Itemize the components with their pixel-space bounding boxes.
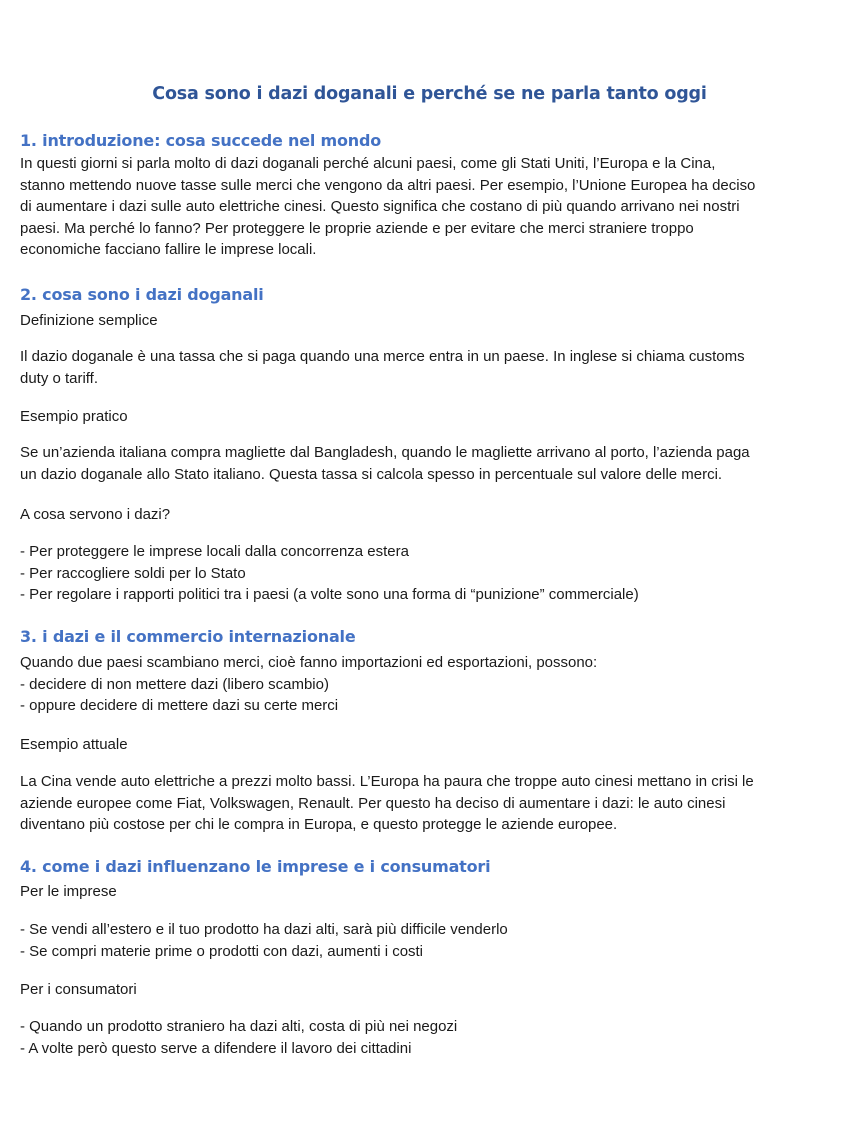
consumers-list (20, 1016, 856, 1059)
purpose-list (20, 541, 856, 606)
page-title: Cosa sono i dazi doganali e perché se ne parla tanto oggi (152, 84, 707, 104)
paragraph-line: paesi. Ma perché lo fanno? Per proteggere le proprie aziende e per evitare che merci straniere troppo (20, 219, 694, 237)
example-subheading: Esempio pratico (20, 408, 128, 425)
companies-list (20, 919, 856, 962)
paragraph-line: di aumentare i dazi sulle auto elettriche cinesi. Questo significa che costano di più quando arrivano nei nostri (20, 198, 740, 216)
paragraph-line: un dazio doganale allo Stato italiano. Questa tassa si calcola spesso in percentuale sul valore delle merci. (20, 465, 723, 483)
paragraph-line: Se un’azienda italiana compra magliette dal Bangladesh, quando le magliette arrivano al porto, l’azienda paga (20, 444, 750, 461)
paragraph-line: In questi giorni si parla molto di dazi doganali perché alcuni paesi, come gli Stati Uniti, l’Europa e la Cina, (20, 155, 716, 172)
section-1-heading: 1. introduzione: cosa succede nel mondo (20, 131, 382, 150)
paragraph-line: La Cina vende auto elettriche a prezzi molto bassi. L’Europa ha paura che troppe auto cinesi mettano in crisi le (20, 773, 754, 790)
list-item: - Se vendi all’estero e il tuo prodotto ha dazi alti, sarà più difficile venderlo (20, 921, 508, 938)
section-2-heading: 2. cosa sono i dazi doganali (20, 285, 264, 304)
paragraph-line: Quando due paesi scambiano merci, cioè fanno importazioni ed esportazioni, possono: (20, 654, 598, 671)
purpose-subheading: A cosa servono i dazi? (20, 506, 171, 523)
list-item: - Per proteggere le imprese locali dalla concorrenza estera (20, 543, 409, 560)
definition-subheading: Definizione semplice (20, 312, 158, 329)
paragraph-line: stanno mettendo nuove tasse sulle merci che vengono da altri paesi. Per esempio, l’Unione Europea ha deciso (20, 176, 756, 194)
paragraph-line: aziende europee come Fiat, Volkswagen, Renault. Per questo ha deciso di aumentare i dazi: le auto cinesi (20, 794, 726, 812)
section-3-intro (20, 652, 856, 717)
current-example-subheading: Esempio attuale (20, 736, 128, 753)
current-example-paragraph (20, 771, 856, 836)
paragraph-line: duty o tariff. (20, 369, 99, 387)
section-3-heading: 3. i dazi e il commercio internazionale (20, 627, 356, 646)
list-item: - oppure decidere di mettere dazi su certe merci (20, 697, 339, 715)
paragraph-line: diventano più costose per chi le compra in Europa, e questo protegge le aziende europee. (20, 816, 618, 834)
list-item: - Se compri materie prime o prodotti con dazi, aumenti i costi (20, 942, 424, 960)
example-paragraph (20, 442, 856, 485)
consumers-subheading: Per i consumatori (20, 981, 137, 998)
section-1-paragraph (20, 153, 856, 261)
section-4-heading: 4. come i dazi influenzano le imprese e i consumatori (20, 857, 491, 876)
paragraph-line: economiche facciano fallire le imprese locali. (20, 241, 317, 259)
list-item: - Per regolare i rapporti politici tra i paesi (a volte sono una forma di “punizione” commerciale) (20, 586, 639, 604)
companies-subheading: Per le imprese (20, 883, 117, 900)
list-item: - decidere di non mettere dazi (libero scambio) (20, 675, 329, 693)
definition-paragraph (20, 346, 856, 389)
list-item: - Per raccogliere soldi per lo Stato (20, 564, 246, 582)
paragraph-line: Il dazio doganale è una tassa che si paga quando una merce entra in un paese. In inglese si chiama customs (20, 348, 745, 365)
list-item: - A volte però questo serve a difendere il lavoro dei cittadini (20, 1039, 412, 1057)
list-item: - Quando un prodotto straniero ha dazi alti, costa di più nei negozi (20, 1018, 458, 1035)
